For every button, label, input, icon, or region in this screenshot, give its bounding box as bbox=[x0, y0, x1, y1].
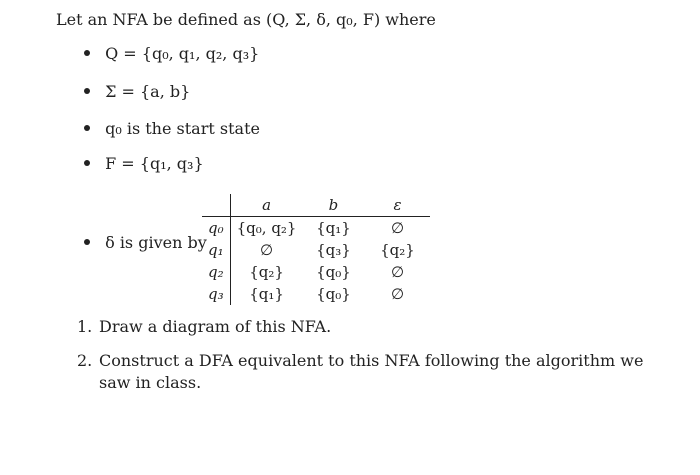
table-row bbox=[202, 239, 430, 261]
bullet-dot-icon bbox=[84, 88, 90, 94]
question-list bbox=[77, 316, 647, 406]
cell-epsilon: {q₂} bbox=[380, 241, 415, 259]
column-header-a: a bbox=[230, 194, 302, 217]
bullet-dot-icon bbox=[84, 125, 90, 131]
bullet-alphabet bbox=[84, 82, 190, 101]
cell-a: ∅ bbox=[260, 241, 274, 259]
column-header-b: b bbox=[302, 194, 364, 217]
row-state: q₁ bbox=[202, 239, 230, 261]
row-state: q₀ bbox=[202, 217, 230, 240]
cell-a: {q₂} bbox=[249, 263, 284, 281]
bullet-delta bbox=[84, 233, 207, 252]
transition-table-header bbox=[202, 194, 430, 217]
cell-epsilon: ∅ bbox=[390, 263, 405, 281]
cell-a: {q₁} bbox=[249, 285, 284, 303]
question-item bbox=[77, 350, 647, 394]
column-header-epsilon: ε bbox=[364, 194, 430, 217]
cell-b: {q₀} bbox=[316, 263, 351, 281]
bullet-text: F = {q₁, q₃} bbox=[105, 154, 204, 173]
question-text: Construct a DFA equivalent to this NFA following the algorithm we saw in class. bbox=[99, 351, 644, 392]
bullet-dot-icon bbox=[84, 239, 90, 245]
intro-text: Let an NFA be defined as (Q, Σ, δ, q₀, F) where bbox=[56, 10, 436, 29]
question-number: 2. bbox=[77, 351, 93, 370]
cell-b: {q₃} bbox=[316, 241, 351, 259]
delta-label: δ is given by bbox=[105, 233, 207, 252]
bullet-text: q₀ is the start state bbox=[105, 119, 260, 138]
cell-epsilon: ∅ bbox=[390, 285, 405, 303]
bullet-start-state bbox=[84, 119, 260, 138]
cell-epsilon: ∅ bbox=[390, 219, 405, 237]
bullet-accept-states bbox=[84, 154, 204, 173]
bullet-dot-icon bbox=[84, 50, 90, 56]
bullet-dot-icon bbox=[84, 160, 90, 166]
corner-cell bbox=[202, 194, 230, 217]
row-state: q₂ bbox=[202, 261, 230, 283]
row-state: q₃ bbox=[202, 283, 230, 305]
table-row bbox=[202, 283, 430, 305]
cell-b: {q₁} bbox=[316, 219, 351, 237]
cell-b: {q₀} bbox=[316, 285, 351, 303]
question-item bbox=[77, 316, 647, 338]
transition-table bbox=[202, 194, 430, 305]
question-number: 1. bbox=[77, 317, 93, 336]
bullet-states bbox=[84, 44, 259, 63]
table-row bbox=[202, 261, 430, 283]
bullet-text: Σ = {a, b} bbox=[105, 82, 191, 101]
bullet-text: Q = {q₀, q₁, q₂, q₃} bbox=[105, 44, 260, 63]
cell-a: {q₀, q₂} bbox=[236, 219, 297, 237]
question-text: Draw a diagram of this NFA. bbox=[99, 317, 332, 336]
table-row bbox=[202, 217, 430, 240]
